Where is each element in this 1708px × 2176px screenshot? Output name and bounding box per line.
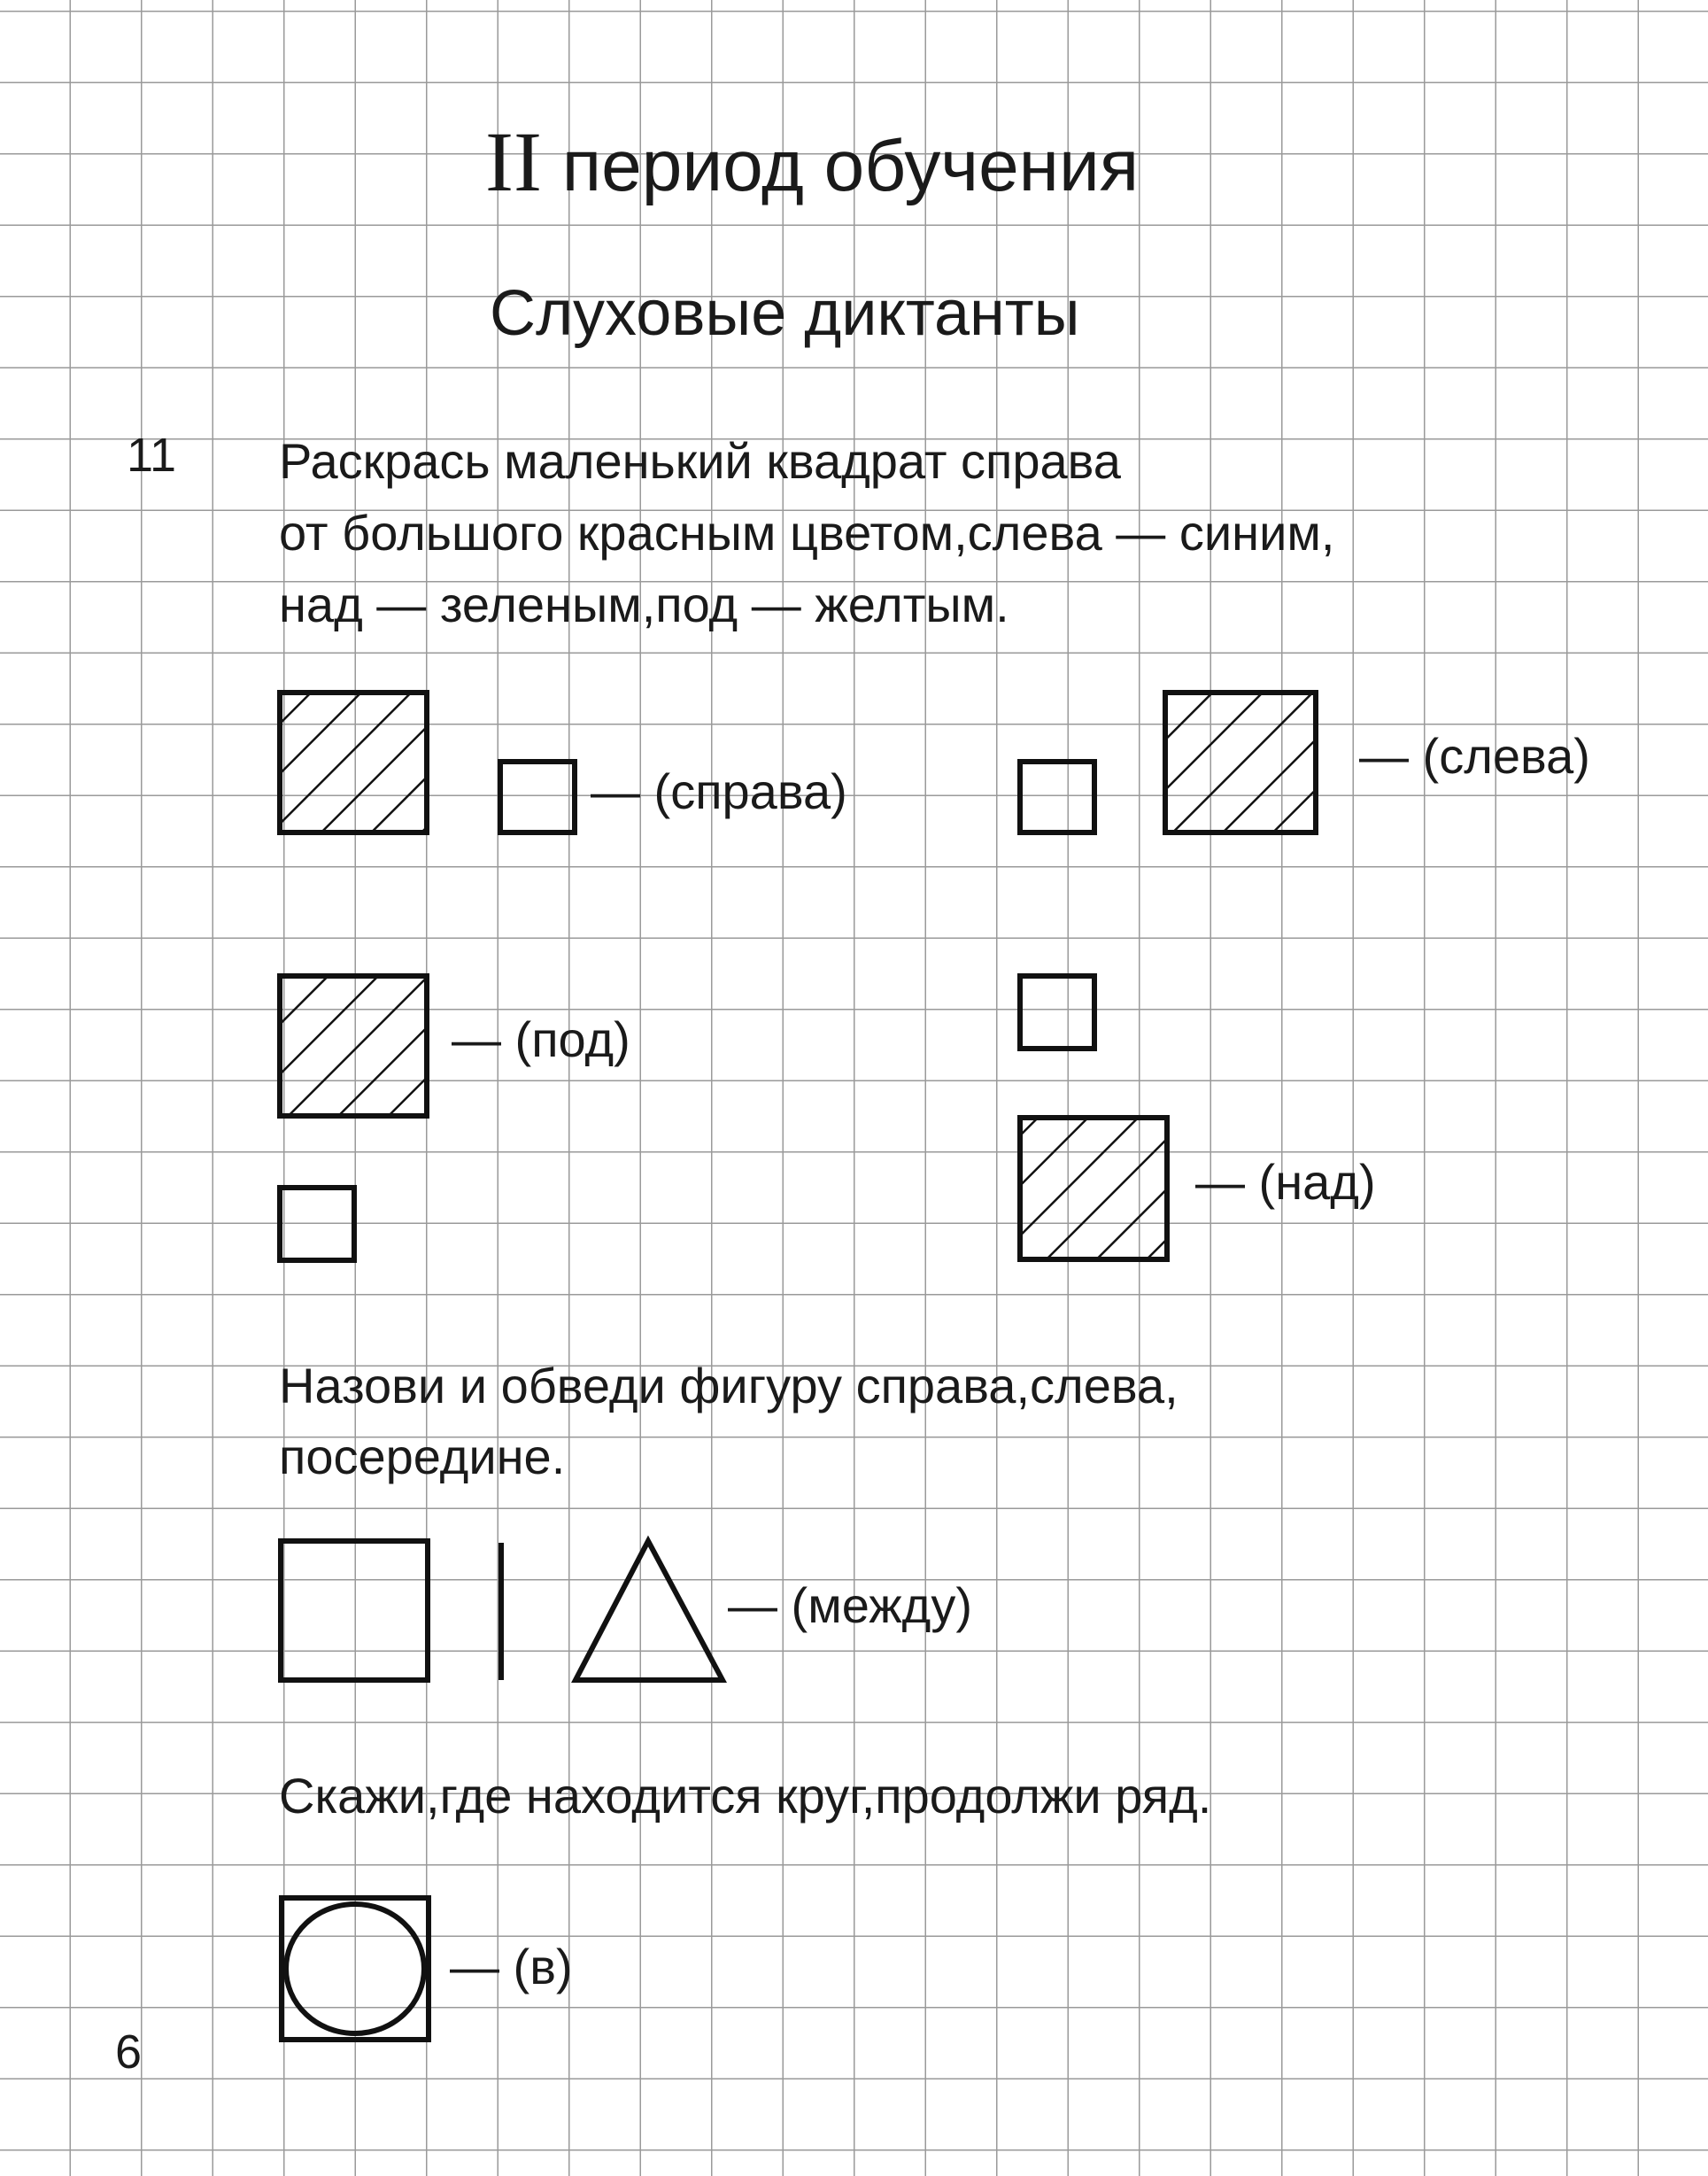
page-title-text: период обучения [561, 126, 1140, 206]
task1-line-1: Раскрась маленький квадрат справа [279, 433, 1121, 489]
label-under: — (под) [452, 1011, 630, 1067]
small-square-left [1020, 762, 1094, 832]
big-hatched-square-3 [280, 976, 427, 1116]
square-with-circle [282, 1898, 429, 2040]
small-square-under [280, 1188, 354, 1260]
label-right: — (справа) [591, 763, 847, 819]
section-subtitle: Слуховые диктанты [490, 278, 1080, 349]
outline-triangle [576, 1541, 723, 1680]
label-left: — (слева) [1359, 728, 1590, 784]
label-over: — (над) [1195, 1154, 1376, 1210]
big-hatched-square-4 [1020, 1118, 1167, 1259]
period-roman-numeral: II [485, 114, 542, 209]
circle-in-square [286, 1904, 424, 2033]
task2-line-1: Назови и обведи фигуру справа,слева, [279, 1358, 1179, 1413]
outline-square [281, 1541, 428, 1680]
big-hatched-square-2 [1165, 693, 1316, 832]
task3-line: Скажи,где находится круг,продолжи ряд. [279, 1768, 1212, 1824]
task2-line-2: посередине. [279, 1429, 566, 1484]
big-hatched-square-1 [280, 693, 427, 832]
exercise-number: 11 [127, 429, 177, 482]
page-number: 6 [115, 2025, 143, 2079]
task1-line-2: от большого красным цветом,слева — синим, [279, 505, 1335, 561]
small-square-right [500, 762, 575, 832]
small-square-over [1020, 976, 1094, 1049]
task1-line-3: над — зеленым,под — желтым. [279, 577, 1009, 632]
label-between: — (между) [728, 1577, 973, 1633]
label-in: — (в) [450, 1939, 573, 1994]
